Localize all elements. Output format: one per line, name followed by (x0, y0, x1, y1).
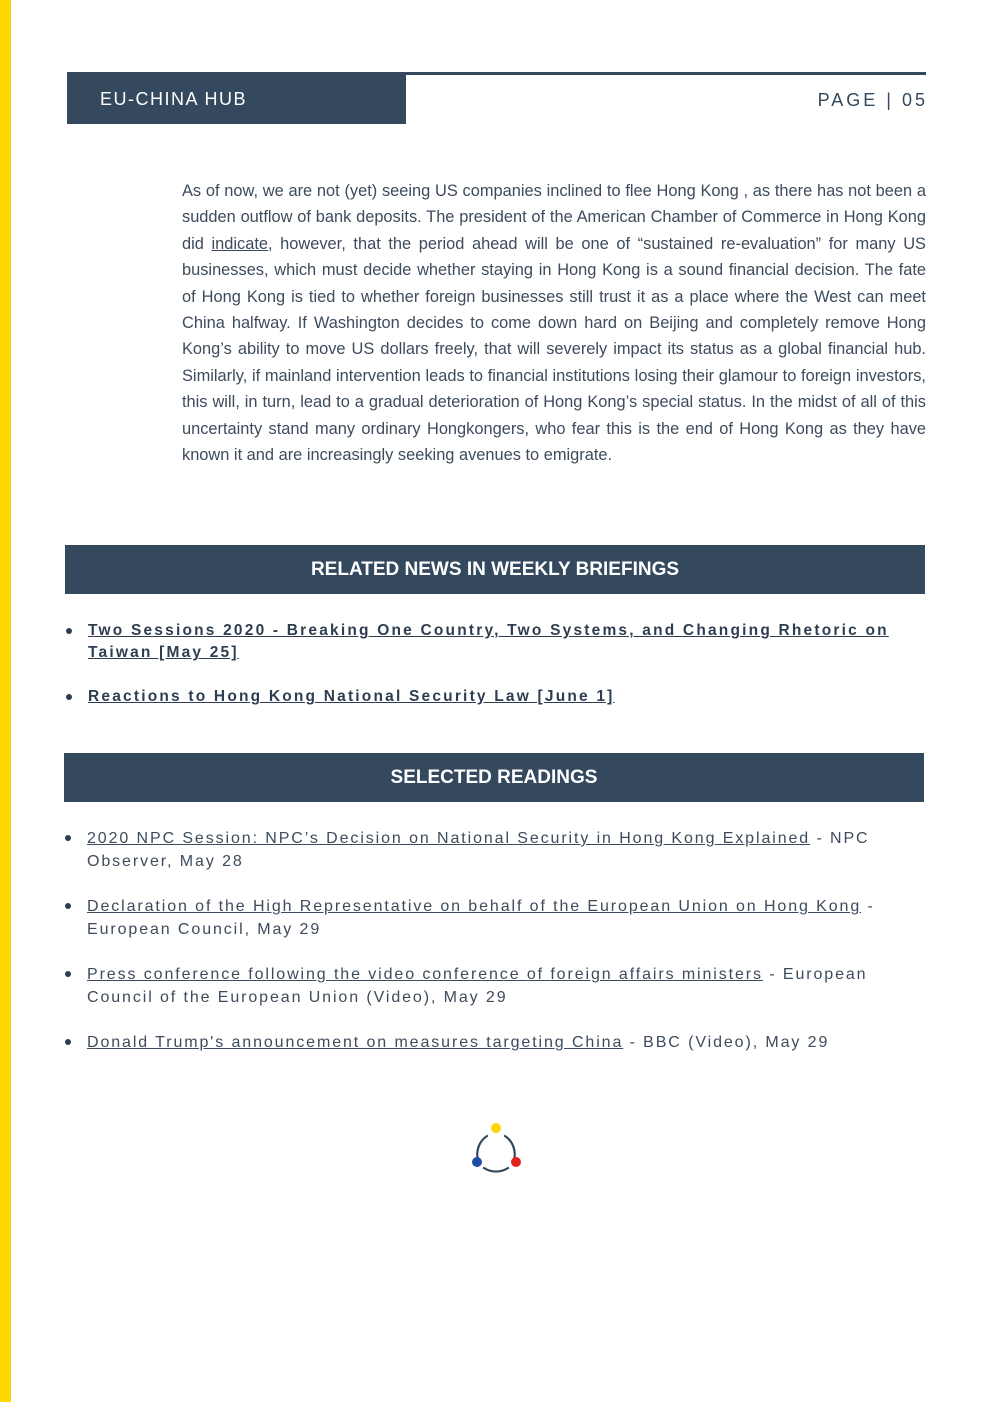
reading-link-trump-announcement[interactable]: Donald Trump's announcement on measures targeting China (87, 1034, 624, 1051)
blue-dot (472, 1157, 482, 1167)
list-item (65, 963, 925, 1009)
list-item (66, 686, 926, 708)
body-paragraph (182, 178, 926, 468)
page-number: PAGE | 05 (817, 90, 928, 110)
left-accent-stripe (0, 0, 11, 1402)
selected-readings-heading: SELECTED READINGS (64, 753, 924, 802)
reading-link-declaration[interactable]: Declaration of the High Representative on behalf of the European Union on Hong Kong (87, 898, 862, 915)
reading-source: - BBC (Video), May 29 (623, 1034, 830, 1051)
reading-source: - European Council, May 29 (87, 898, 875, 938)
list-item (65, 895, 925, 941)
red-dot (511, 1157, 521, 1167)
related-news-list (66, 620, 926, 730)
list-item (65, 1031, 925, 1054)
reading-link-npc-session[interactable]: 2020 NPC Session: NPC’s Decision on National Security in Hong Kong Explained (87, 830, 811, 847)
reading-source: - NPC Observer, May 28 (87, 830, 870, 870)
related-news-heading: RELATED NEWS IN WEEKLY BRIEFINGS (65, 545, 925, 594)
bullet-icon (65, 1039, 71, 1045)
yellow-dot (491, 1123, 501, 1133)
bullet-icon (66, 694, 72, 700)
related-link-two-sessions[interactable]: Two Sessions 2020 - Breaking One Country, Two Systems, and Changing Rhetoric on Taiwan [May 25] (88, 622, 889, 661)
list-item (66, 620, 926, 664)
list-item (65, 827, 925, 873)
body-text-before-link: As of now, we are not (yet) seeing US companies inclined to flee Hong Kong , as there has not been a sudden outflow of bank deposits. The president of the American Chamber of Commerce in Hong Kong did (182, 182, 926, 253)
reading-source: - European Council of the European Union (Video), May 29 (87, 966, 868, 1006)
bullet-icon (65, 971, 71, 977)
body-text-after-link: , however, that the period ahead will be one of “sustained re-evaluation” for many US businesses, which must decide whether staying in Hong Kong is a sound financial decision. The fate of Hong Kong is tied to whether foreign businesses still trust it as a place where the West can meet China halfway. If Washington decides to come down hard on Beijing and completely remove Hong Kong’s ability to move US dollars freely, that will severely impact its status as a global financial hub. Similarly, if mainland intervention leads to financial institutions losing their glamour to foreign investors, this will, in turn, lead to a gradual deterioration of Hong Kong’s special status. In the midst of all of this uncertainty stand many ordinary Hongkongers, who fear this is the end of Hong Kong as they have known it and are increasingly seeking avenues to emigrate. (182, 234, 926, 465)
indicate-link[interactable]: indicate (211, 234, 268, 253)
related-link-national-security-law[interactable]: Reactions to Hong Kong National Security Law [June 1] (88, 688, 615, 705)
reading-link-press-conference[interactable]: Press conference following the video conference of foreign affairs ministers (87, 966, 763, 983)
bullet-icon (66, 628, 72, 634)
eu-china-hub-logo-icon (466, 1120, 526, 1180)
bullet-icon (65, 835, 71, 841)
bullet-icon (65, 903, 71, 909)
selected-readings-list (65, 827, 925, 1076)
header-title: EU-CHINA HUB (100, 89, 248, 109)
